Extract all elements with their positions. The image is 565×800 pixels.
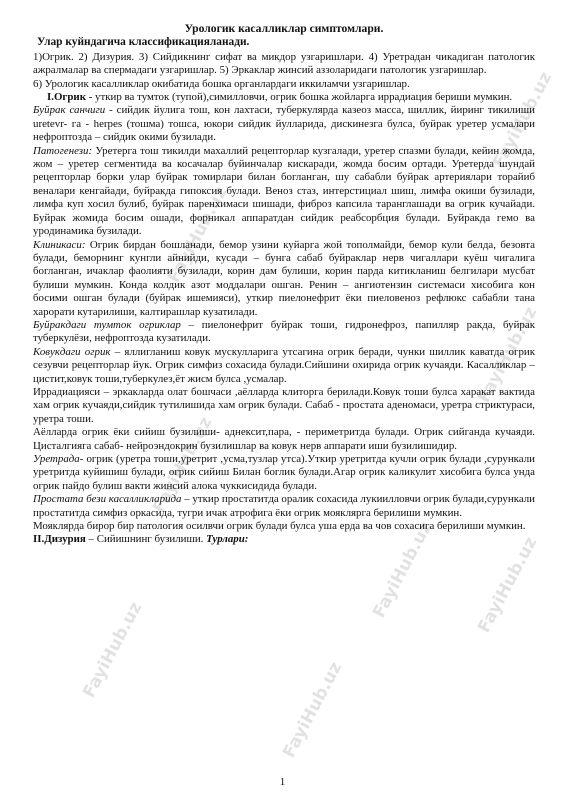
pathogenesis-label: Патогенези: bbox=[33, 144, 93, 157]
dysuria-paragraph bbox=[33, 533, 535, 546]
clinic-text: Огрик бирдан бошланади, бемор узини куйарга жой тополмайди, бемор кули белда, безовта булади, беморнинг кунгли айнийди, кусади – бунга сабаб буйраклар нерв чигаллари куёш чигалига богланган, ичаклар фаолияти бузилади, корин дам булиши, корин парда китикланиш белгилари мусбат булиши мумкин. Конда колдик азот моддалари ошган. Ренин – ангиотензин системаси хисобига кон босими ошган булади (буйрак ишемияси), уткир пиелонефрит ёки пиеловеноз рефлюкс сабабли тана харорати кутарилиши, калтирашлар кузатилади. bbox=[33, 238, 535, 318]
pain-heading: I.Огрик bbox=[47, 91, 86, 104]
dysuria-heading: II.Дизурия bbox=[33, 533, 86, 546]
clinic-label: Клиникаси: bbox=[33, 238, 86, 251]
bladder-pain-text: – яллигланиш ковук мускулларига утсагина огрик беради, чунки шиллик каватда огрик сезувчи рецепторлар йук. Огрик симфиз сохасида булади.Сийшини охирида огрик кучаяди. Касалликлар – цистит,ковук тоши,туберкулез,ёт жисм булса ,усмалар. bbox=[33, 345, 536, 385]
dysuria-text: – Сийишнинг бузилиши. bbox=[85, 533, 207, 546]
dull-pain-paragraph bbox=[33, 319, 535, 346]
bladder-pain-paragraph bbox=[33, 346, 535, 386]
watermark: FayiHub.uz bbox=[149, 413, 217, 517]
watermark: FayiHub.uz bbox=[279, 658, 347, 762]
kidney-colic-paragraph bbox=[33, 104, 535, 144]
women-pain-paragraph: Аёлларда огрик ёки сийиш бузилиши- аднексит,пара, - периметритда булади. Огрик сийганда кучаяди. Цисталгияга сабаб- нейроэндокрин бузилишлар ва ковук нерв аппарати иши бузилишидир. bbox=[33, 426, 535, 452]
watermark: FayiHub.uz bbox=[474, 303, 542, 407]
kidney-colic-text: - сийдик йулига тош, кон лахтаси, туберкулярда казеоз масса, шиллик, йиринг тикилиши uretevr- га - herpes (тошма) тошса, юкори сийдик йулларида, дискинезга булса, буйрак уретер усмалари нефроптозда – сийдик окими бузилади. bbox=[33, 104, 535, 144]
page-subtitle: Улар куйндагича классификацияланади. bbox=[37, 36, 250, 49]
pathogenesis-text: Уретерга тош тикилди махаллий рецепторлар кузгалади, уретер спазми булади, кейин жомда, жом – уретер сегментида ва косачалар буйинчалар кискаради, жомда босим ортади. Уретерда шундай рецепторлар борки улар буйрак томирлари билан богланган, шу сабабли буйрак артериялари торайиб веналари кенгайади, буйракда гипоксия булади. Веноз стаз, интерстициал шиш, лимфа окиши бузилади, лимфа куп хосил булиб, буйрак паренхимаси шишади, фиброз капсила таранглашади ва огрик кучайади. Буйрак жомида босим ошади, форникал аппаратдан сийдик реабсорбция булади. Буйракда гемо ва уродинамика бузилади. bbox=[33, 144, 535, 238]
watermark: FayiHub.uz bbox=[489, 68, 557, 172]
watermark: FayiHub.uz bbox=[79, 598, 147, 702]
page-number: 1 bbox=[279, 776, 286, 788]
bladder-pain-label: Ковукдаги огрик bbox=[33, 345, 111, 358]
urethra-text: огрик (уретра тоши,уретрит ,усма,тузлар утса).Уткир уретритда кучли огрик булади ,сурункали уретритда куйишиш булади, огрик сийиш Билан боглик булади.Агар огрик каликулит хисобига булса унда огрик пайдо булиш вакти жинсий алока чуккисидида булади. bbox=[33, 453, 535, 492]
document-page bbox=[33, 22, 535, 547]
dull-pain-text: – пиелонефрит буйрак тоши, гидронефроз, папилляр ракда, буйрак туберкулёзи, нефроптозда кузатилади. bbox=[33, 318, 535, 345]
pain-paragraph bbox=[33, 91, 535, 104]
watermark: FayiHub.uz bbox=[474, 533, 542, 637]
dull-pain-label: Буйракдаги тумток огриклар bbox=[33, 318, 181, 331]
classification-item-6: 6) Урологик касалликлар окибатида бошка органлардаги иккиламчи узгаришлар. bbox=[33, 77, 410, 90]
page-title: Урологик касалликлар симптомлари. bbox=[184, 22, 384, 35]
classification-list: 1)Огрик. 2) Дизурия. 3) Сийдикнинг сифат ва микдор узгаришлари. 4) Уретрадан чикадиган патологик ажралмалар ва спермадаги узгаришлар. 5) Эркаклар жинсий аззоларидаги патологик узгаришлар. bbox=[33, 50, 535, 77]
prostate-text: – уткир простатитда оралик сохасида лукиилловчи огрик булади,сурункали простатитда симфиз оркасида, тугри ичак атрофига ёки огрик мояклярга берилиши мумкин. bbox=[33, 493, 536, 519]
urethra-label: Уретрада- bbox=[33, 453, 84, 465]
watermark: FayiHub.uz bbox=[164, 183, 232, 287]
pathogenesis-paragraph bbox=[33, 145, 535, 239]
prostate-label: Простата бези касалликларида bbox=[33, 493, 182, 506]
testis-paragraph: Мояклярда бирор бир патология осилвчи огрик булади булса уша ерда ва чов сохасига берилиши мумкин. bbox=[33, 520, 526, 533]
watermark: FayiHub.uz bbox=[369, 518, 437, 622]
irradiation-paragraph: Иррадиацияси – эркакларда олат бошчаси ,аёлларда клиторга берилади.Ковук тоши булса харакат вактида хам огрик кучаяди,сийдик тутилишида хам огрик булади. Сабаб - простата аденомаси, уретра стриктураси, уретра тоши. bbox=[33, 385, 535, 425]
dysuria-types-label: Турлари: bbox=[206, 533, 249, 546]
prostate-paragraph bbox=[33, 493, 535, 520]
pain-text: - уткир ва тумток (тупой),симилловчи, огрик бошка жойларга иррадиация бериши мумкин. bbox=[85, 91, 513, 104]
urethra-paragraph bbox=[33, 453, 535, 493]
kidney-colic-label: Буйрак санчиги bbox=[33, 104, 106, 117]
clinic-paragraph bbox=[33, 239, 535, 319]
